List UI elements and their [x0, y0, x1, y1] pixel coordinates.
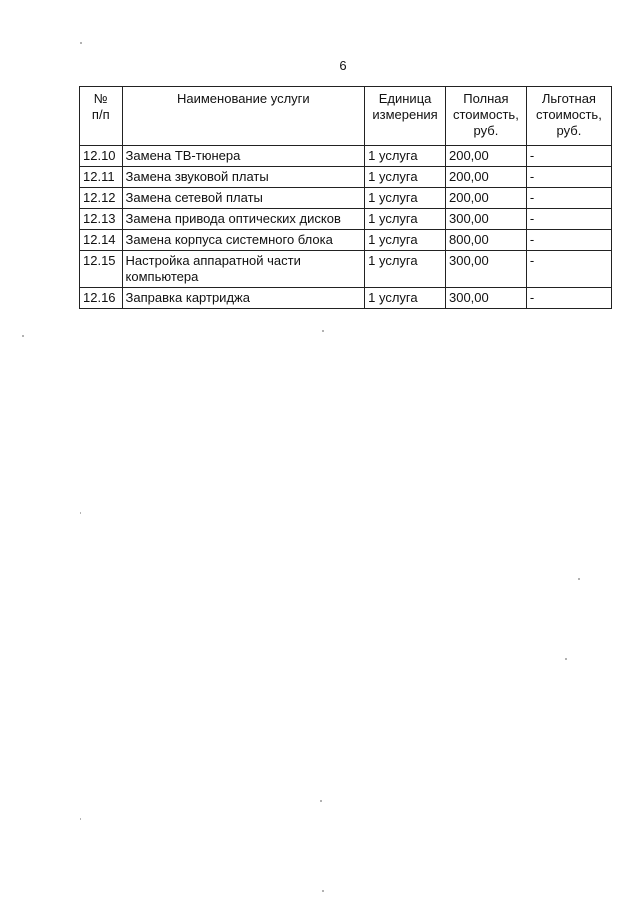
header-name-line: Наименование услуги	[176, 91, 310, 106]
header-unit-line: измерения	[372, 107, 438, 122]
service-name: Замена корпуса системного блока	[122, 230, 365, 251]
table-row	[80, 288, 612, 309]
preferential-price: -	[526, 188, 611, 209]
row-number: 12.16	[80, 288, 123, 309]
row-number: 12.15	[80, 251, 123, 288]
header-full-price-line: Полная	[463, 91, 509, 106]
preferential-price: -	[526, 288, 611, 309]
scan-speck	[80, 818, 81, 820]
full-price: 200,00	[445, 146, 526, 167]
header-full-price-line: руб.	[473, 123, 499, 138]
preferential-price: -	[526, 209, 611, 230]
service-name: Замена звуковой платы	[122, 167, 365, 188]
row-number: 12.11	[80, 167, 123, 188]
header-pref-price	[526, 87, 611, 146]
full-price: 300,00	[445, 251, 526, 288]
scan-speck	[565, 658, 567, 660]
table-row	[80, 209, 612, 230]
scan-speck	[80, 42, 82, 44]
unit-of-measure: 1 услуга	[365, 167, 446, 188]
table-row	[80, 251, 612, 288]
unit-of-measure: 1 услуга	[365, 209, 446, 230]
full-price: 300,00	[445, 288, 526, 309]
header-full-price	[445, 87, 526, 146]
header-unit-line: Единица	[378, 91, 432, 106]
header-pref-price-line: Льготная	[541, 91, 596, 106]
table-header-row	[80, 87, 612, 146]
full-price: 200,00	[445, 188, 526, 209]
full-price: 800,00	[445, 230, 526, 251]
unit-of-measure: 1 услуга	[365, 251, 446, 288]
price-table	[79, 86, 612, 309]
header-name	[122, 87, 365, 146]
header-pref-price-line: стоимость,	[536, 107, 602, 122]
preferential-price: -	[526, 251, 611, 288]
header-full-price-line: стоимость,	[453, 107, 519, 122]
service-name: Замена привода оптических дисков	[122, 209, 365, 230]
header-num	[80, 87, 123, 146]
service-name: Заправка картриджа	[122, 288, 365, 309]
service-name: Настройка аппаратной части компьютера	[122, 251, 365, 288]
preferential-price: -	[526, 167, 611, 188]
unit-of-measure: 1 услуга	[365, 146, 446, 167]
scan-speck	[22, 335, 24, 337]
header-pref-price-line: руб.	[556, 123, 582, 138]
scan-speck	[322, 890, 324, 892]
scan-speck	[322, 330, 324, 332]
service-name: Замена ТВ-тюнера	[122, 146, 365, 167]
preferential-price: -	[526, 230, 611, 251]
table-row	[80, 188, 612, 209]
scan-speck	[578, 578, 580, 580]
row-number: 12.13	[80, 209, 123, 230]
scan-speck	[320, 800, 322, 802]
preferential-price: -	[526, 146, 611, 167]
scan-speck	[80, 512, 81, 514]
table-row	[80, 230, 612, 251]
full-price: 200,00	[445, 167, 526, 188]
unit-of-measure: 1 услуга	[365, 288, 446, 309]
row-number: 12.14	[80, 230, 123, 251]
table-row	[80, 146, 612, 167]
row-number: 12.12	[80, 188, 123, 209]
service-name: Замена сетевой платы	[122, 188, 365, 209]
header-num-line: №	[93, 91, 108, 106]
table-row	[80, 167, 612, 188]
unit-of-measure: 1 услуга	[365, 230, 446, 251]
row-number: 12.10	[80, 146, 123, 167]
page-number: 6	[339, 58, 347, 73]
full-price: 300,00	[445, 209, 526, 230]
header-unit	[365, 87, 446, 146]
header-num-line: п/п	[91, 107, 110, 122]
unit-of-measure: 1 услуга	[365, 188, 446, 209]
